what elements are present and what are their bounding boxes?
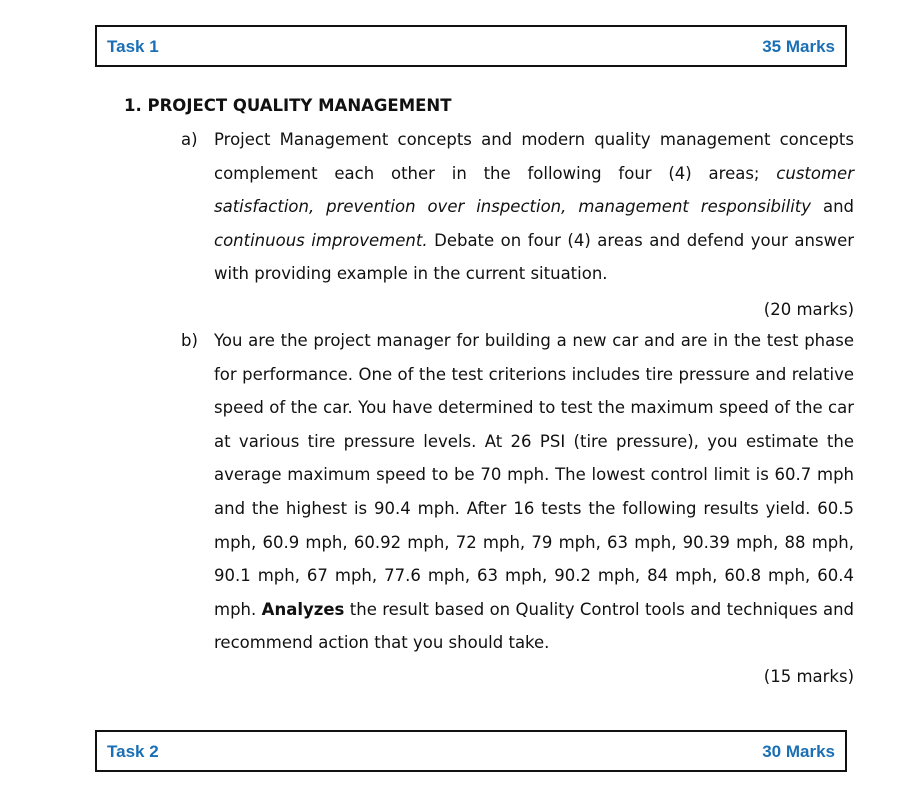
question-a-italic-3: continuous improvement. [214,230,428,250]
question-b-text-2: the result based on Quality Control tools and techniques and recommend action that you should take. [214,599,854,653]
question-a [181,123,855,291]
task-2-label: Task 2 [107,742,159,761]
question-a-letter: a) [181,130,198,149]
question-a-text-1: Project Management concepts and modern quality management concepts complement each other in the following four (4) areas; [214,130,854,183]
task-2-header [95,730,847,772]
question-a-text-2 [566,197,578,216]
question-b [181,324,854,660]
question-a-text-3: and [811,197,854,217]
question-b-bold-1: Analyzes [261,599,345,619]
task-2-marks: 30 Marks [762,742,835,761]
question-a-marks: (20 marks) [763,300,854,319]
question-b-text-1: You are the project manager for building a new car and are in the test phase for performance. One of the test criterions includes tire pressure and relative speed of the car. You have determined to test the maximum speed of the car at various tire pressure levels. At 26 PSI (tire pressure), you estimate the average maximum speed to be 70 mph. The lowest control limit is 60.7 mph and the highest is 90.4 mph. After 16 tests the following results yield. 60.5 mph, 60.9 mph, 60.92 mph, 72 mph, 79 mph, 63 mph, 90.39 mph, 88 mph, 90.1 mph, 67 mph, 77.6 mph, 63 mph, 90.2 mph, 84 mph, 60.8 mph, 60.4 mph. [214,331,854,619]
task-1-marks: 35 Marks [762,37,835,56]
question-a-italic-1: customer satisfaction, prevention over inspection, [214,163,854,217]
question-b-text [214,324,854,660]
question-a-text-4: Debate on four (4) areas and defend your answer with providing example in the current situation. [214,230,855,284]
question-b-marks: (15 marks) [763,667,854,686]
question-a-text [214,123,854,291]
section-heading: 1. PROJECT QUALITY MANAGEMENT [124,96,452,115]
question-a-italic-2: management responsibility [578,197,812,217]
task-1-label: Task 1 [107,37,159,56]
question-b-letter: b) [181,331,198,350]
task-1-header [95,25,847,67]
